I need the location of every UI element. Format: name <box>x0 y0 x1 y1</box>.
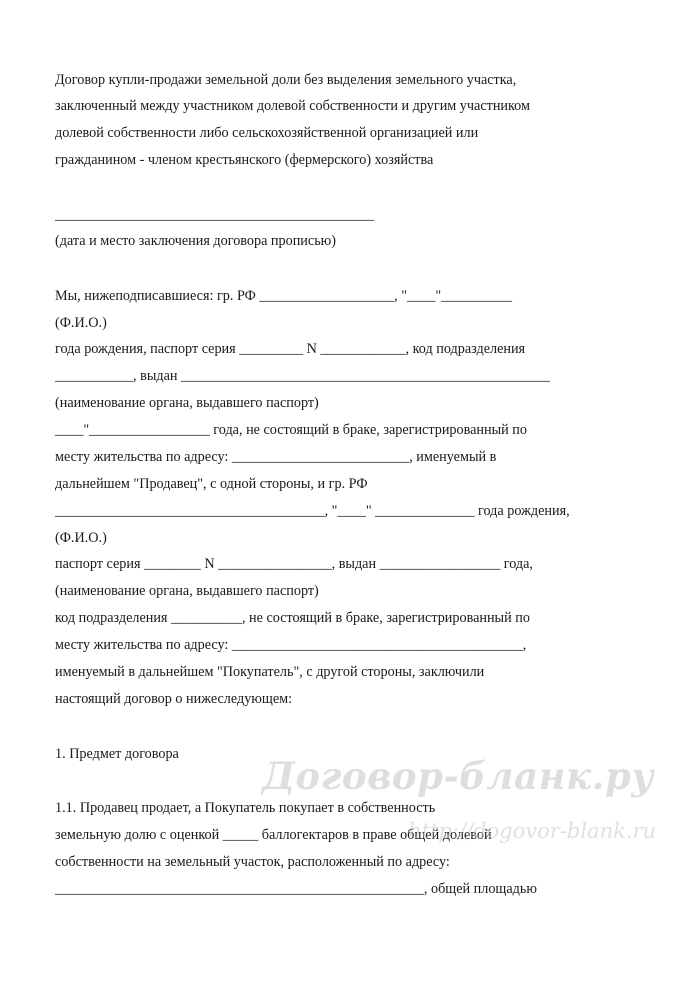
clause-line-4: ____________________________________________________, общей площадью <box>55 881 537 897</box>
body-line-7: месту жительства по адресу: _________________________, именуемый в <box>55 449 497 465</box>
clause-line-3: собственности на земельный участок, расположенный по адресу: <box>55 854 450 870</box>
watermark-logo: Договор-бланк.ру <box>262 754 654 798</box>
clause-line-2: земельную долю с оценкой _____ баллогектаров в праве общей долевой <box>55 827 492 843</box>
body-line-2: (Ф.И.О.) <box>55 315 107 331</box>
body-line-10: (Ф.И.О.) <box>55 530 107 546</box>
body-line-8: дальнейшем "Продавец", с одной стороны, и гр. РФ <box>55 476 368 492</box>
title-line-2: заключенный между участником долевой собственности и другим участником <box>55 98 530 114</box>
watermark-url: http://dogovor-blank.ru <box>408 819 657 843</box>
section-heading: 1. Предмет договора <box>55 746 179 762</box>
body-line-9: ______________________________________, "____" ______________ года рождения, <box>55 503 570 519</box>
body-line-15: именуемый в дальнейшем "Покупатель", с другой стороны, заключили <box>55 664 485 680</box>
date-place-blank: _____________________________________________ <box>55 207 375 223</box>
title-line-3: долевой собственности либо сельскохозяйственной организацией или <box>55 125 479 141</box>
body-line-13: код подразделения __________, не состоящий в браке, зарегистрированный по <box>55 610 530 626</box>
clause-line-1: 1.1. Продавец продает, а Покупатель покупает в собственность <box>55 800 436 816</box>
body-line-11: паспорт серия ________ N ________________, выдан _________________ года, <box>55 556 533 572</box>
body-line-5: (наименование органа, выдавшего паспорт) <box>55 395 319 411</box>
body-line-4: ___________, выдан ____________________________________________________ <box>55 368 550 384</box>
body-line-14: месту жительства по адресу: _________________________________________, <box>55 637 527 653</box>
body-line-12: (наименование органа, выдавшего паспорт) <box>55 583 319 599</box>
body-line-3: года рождения, паспорт серия _________ N ____________, код подразделения <box>55 341 526 357</box>
body-line-1: Мы, нижеподписавшиеся: гр. РФ ___________________, "____"__________ <box>55 288 513 304</box>
body-line-6: ____"_________________ года, не состоящий в браке, зарегистрированный по <box>55 422 527 438</box>
date-place-caption: (дата и место заключения договора прописью) <box>55 233 336 249</box>
title-line-4: гражданином - членом крестьянского (фермерского) хозяйства <box>55 152 434 168</box>
body-line-16: настоящий договор о нижеследующем: <box>55 691 293 707</box>
title-line-1: Договор купли-продажи земельной доли без выделения земельного участка, <box>55 72 517 88</box>
